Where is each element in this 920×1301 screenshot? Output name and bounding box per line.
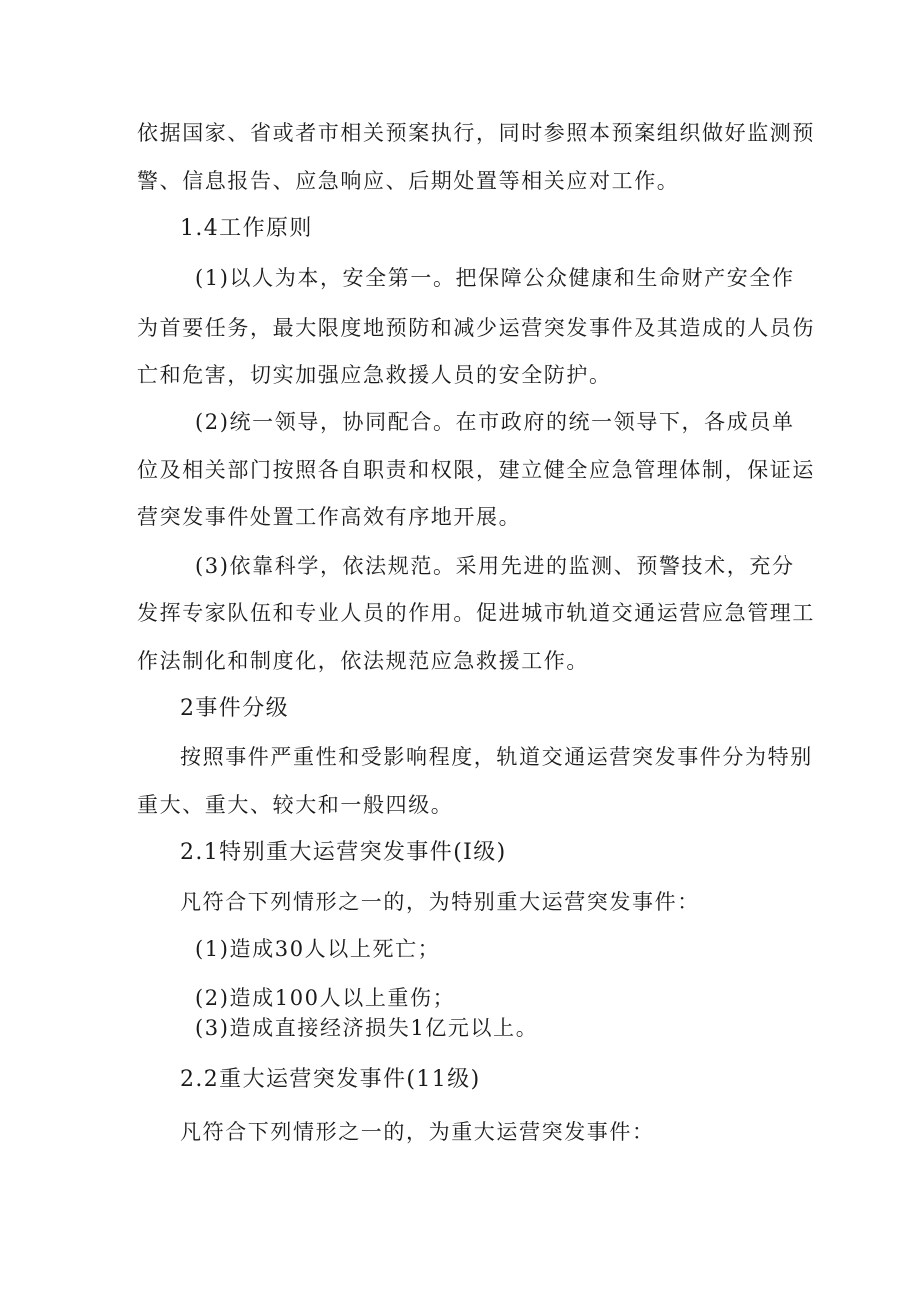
section-heading: 1.4工作原则 (180, 216, 313, 241)
paragraph-line: 位及相关部门按照各自职责和权限，建立健全应急管理体制，保证运 (137, 458, 815, 482)
section-heading: 2.2重大运营突发事件(11级) (180, 1067, 481, 1092)
paragraph-line: 重大、重大、较大和一般四级。 (137, 793, 454, 817)
paragraph-line: 营突发事件处置工作高效有序地开展。 (137, 505, 522, 529)
paragraph-line: 依据国家、省或者市相关预案执行，同时参照本预案组织做好监测预 (137, 121, 815, 145)
list-item: (2)造成100人以上重伤； (195, 986, 456, 1010)
paragraph-line: 凡符合下列情形之一的，为特别重大运营突发事件： (180, 890, 700, 914)
paragraph-line: 凡符合下列情形之一的，为重大运营突发事件： (180, 1120, 655, 1144)
section-heading: 2事件分级 (180, 696, 289, 721)
paragraph-line: 作法制化和制度化，依法规范应急救援工作。 (137, 649, 589, 673)
list-item: (3)造成直接经济损失1亿元以上。 (195, 1016, 539, 1040)
paragraph-line: (3)依靠科学，依法规范。采用先进的监测、预警技术，充分 (195, 554, 795, 578)
list-item: (1)造成30人以上死亡； (195, 937, 441, 961)
paragraph-line: 警、信息报告、应急响应、后期处置等相关应对工作。 (137, 169, 680, 193)
paragraph-line: 亡和危害，切实加强应急救援人员的安全防护。 (137, 363, 612, 387)
paragraph-line: 发挥专家队伍和专业人员的作用。促进城市轨道交通运营应急管理工 (137, 601, 815, 625)
paragraph-line: 按照事件严重性和受影响程度，轨道交通运营突发事件分为特别 (180, 745, 813, 769)
section-heading: 2.1特别重大运营突发事件(I级) (180, 840, 507, 865)
paragraph-line: (2)统一领导，协同配合。在市政府的统一领导下，各成员单 (195, 410, 795, 434)
paragraph-line: 为首要任务，最大限度地预防和减少运营突发事件及其造成的人员伤 (137, 316, 815, 340)
paragraph-line: (1)以人为本，安全第一。把保障公众健康和生命财产安全作 (195, 266, 795, 290)
